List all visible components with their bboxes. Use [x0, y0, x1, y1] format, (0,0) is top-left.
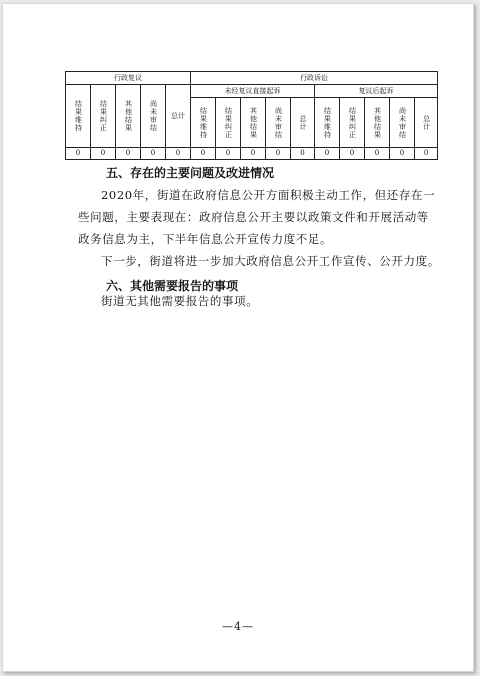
page-number: —4—: [222, 620, 254, 633]
section6-heading: 六、其他需要报告的事项: [106, 279, 239, 293]
col-pending: 尚未审结: [390, 98, 415, 148]
col-pending: 尚未审结: [141, 85, 166, 148]
table-cell: 0: [66, 148, 91, 160]
table-cell: 0: [166, 148, 191, 160]
table-cell: 0: [141, 148, 166, 160]
table-cell: 0: [291, 148, 315, 160]
section5-paragraph-2: 下一步，街道将进一步加大政府信息公开工作宣传、公开力度。: [101, 254, 440, 268]
col-corrected: 结果纠正: [340, 98, 365, 148]
table-cell: 0: [216, 148, 241, 160]
col-total: 总计: [291, 98, 315, 148]
col-other: 其他结果: [241, 98, 266, 148]
table-cell: 0: [266, 148, 291, 160]
table-cell: 0: [415, 148, 438, 160]
col-upheld: 结果维持: [191, 98, 216, 148]
col-corrected: 结果纠正: [91, 85, 116, 148]
table-cell: 0: [340, 148, 365, 160]
col-upheld: 结果维持: [66, 85, 91, 148]
table-cell: 0: [191, 148, 216, 160]
col-upheld: 结果维持: [315, 98, 340, 148]
col-other: 其他结果: [365, 98, 390, 148]
document-page: [2, 3, 474, 672]
table-cell: 0: [365, 148, 390, 160]
col-other: 其他结果: [116, 85, 141, 148]
after-review-header: 复议后起诉: [315, 85, 438, 98]
section5-heading: 五、存在的主要问题及改进情况: [106, 166, 275, 180]
review-litigation-table: [65, 71, 438, 160]
admin-litigation-header: 行政诉讼: [191, 72, 438, 85]
table-cell: 0: [390, 148, 415, 160]
section6-paragraph-1: 街道无其他需要报告的事项。: [101, 294, 259, 308]
col-corrected: 结果纠正: [216, 98, 241, 148]
table-cell: 0: [315, 148, 340, 160]
table-row: [66, 148, 438, 160]
table-cell: 0: [241, 148, 266, 160]
not-reviewed-direct-header: 未经复议直接起诉: [191, 85, 315, 98]
col-pending: 尚未审结: [266, 98, 291, 148]
table-cell: 0: [116, 148, 141, 160]
table-cell: 0: [91, 148, 116, 160]
admin-review-header: 行政复议: [66, 72, 191, 85]
section5-paragraph-1: 2020年，街道在政府信息公开方面积极主动工作，但还存在一些问题，主要表现在：政府信息公开主要以政策文件和开展活动等政务信息为主，下半年信息公开宣传力度不足。: [78, 188, 436, 246]
col-total: 总计: [166, 85, 191, 148]
col-total: 总计: [415, 98, 438, 148]
